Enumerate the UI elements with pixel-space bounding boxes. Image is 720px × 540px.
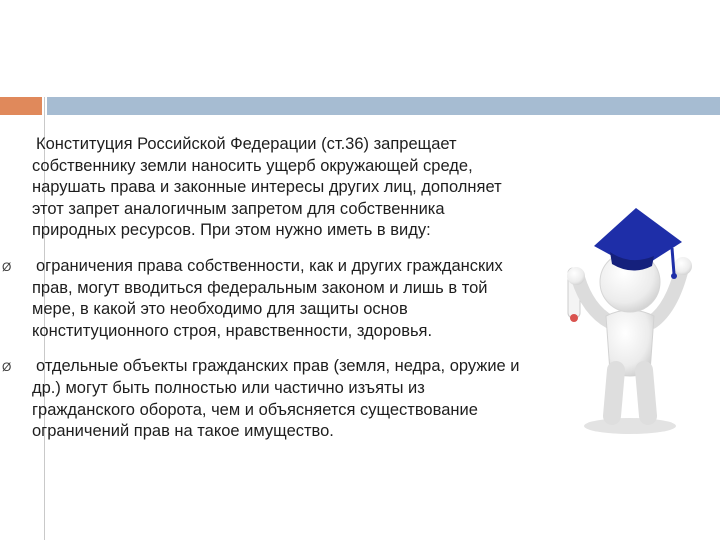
bullet-item-1: [2, 256, 528, 342]
bullet-item-2: [2, 356, 528, 442]
bullet-text: ограничения права собственности, как и других гражданских прав, могут вводиться федеральным законом и лишь в той мере, в какой это необходимо для защиты основ конституционного строя, нравственности, здоровья.: [32, 256, 503, 340]
slide-body: [2, 134, 528, 457]
arrow-bullet-icon: Ø: [2, 360, 12, 375]
intro-paragraph: Конституция Российской Федерации (ст.36) запрещает собственнику земли наносить ущерб окружающей среде, нарушать права и законные интересы других лиц, дополняет этот запрет аналогичным запретом для собственника природных ресурсов. При этом нужно иметь в виду:: [32, 135, 502, 240]
graduate-figure-icon: [548, 190, 708, 440]
arrow-bullet-icon: Ø: [2, 259, 12, 274]
header-accent-orange: [0, 97, 42, 115]
header-accent-blue: [47, 97, 720, 115]
bullet-text: отдельные объекты гражданских прав (земля, недра, оружие и др.) могут быть полностью или частично изъяты из гражданского оборота, чем и объясняется существование ограничений прав на такое имущество.: [32, 357, 520, 441]
